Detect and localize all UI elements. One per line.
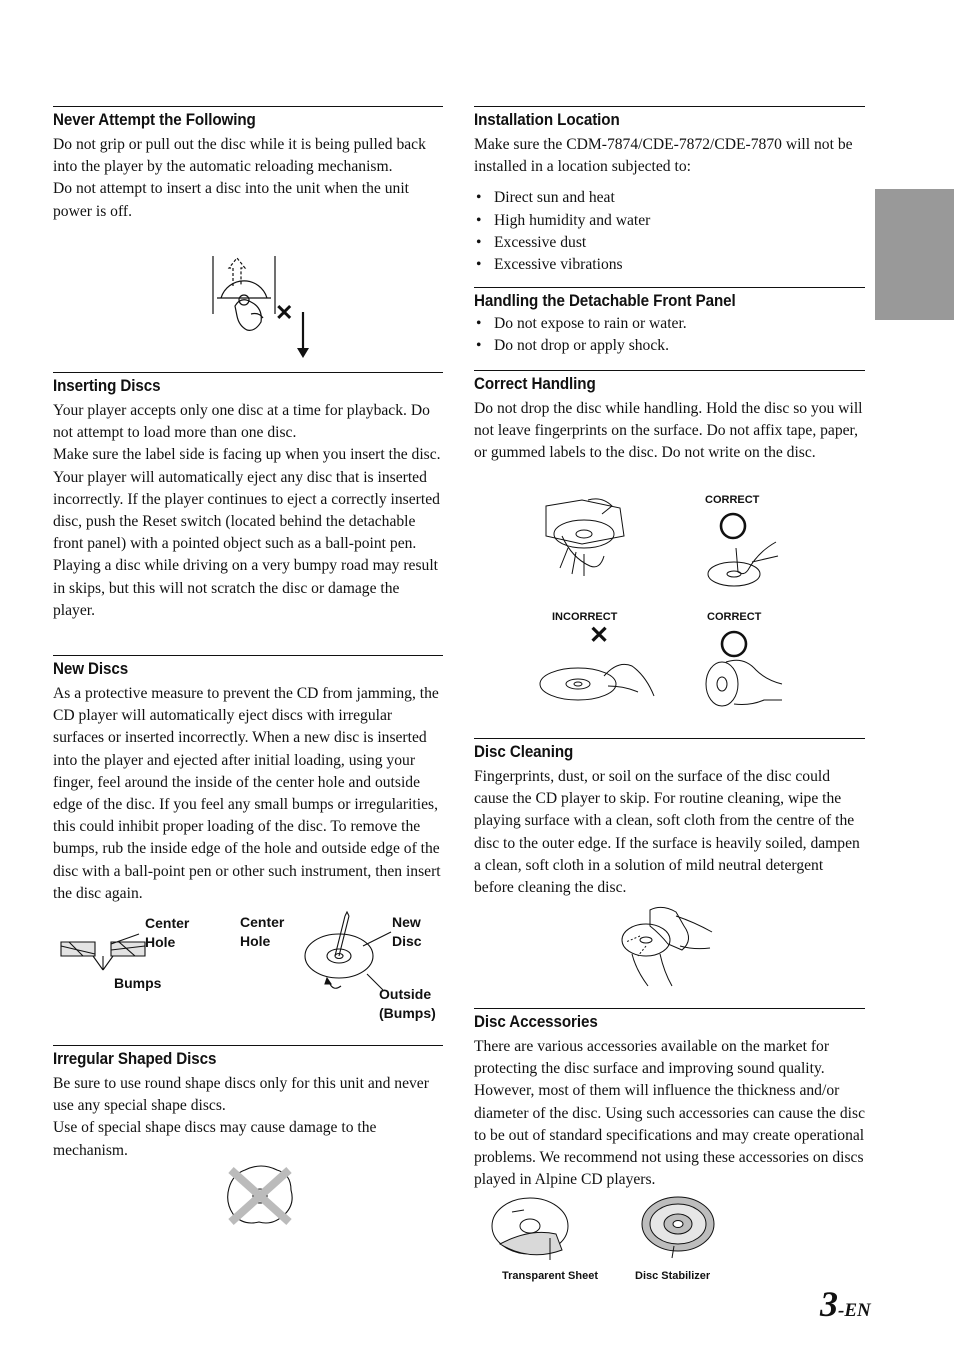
paragraph: Fingerprints, dust, or soil on the surface of the disc could cause the CD player to skip. For routine cleaning, wipe the playing surface with a clean, soft cloth from the centre of the disc to the outer edge. If the surface is heavily soiled, dampen a clean, soft cloth in a solution of mild neutral detergent before cleaning the disc. xyxy=(474,768,860,897)
incorrect-label: INCORRECT xyxy=(552,611,618,623)
section-title: Disc Accessories xyxy=(474,1013,598,1031)
incorrect-x-icon: ✕ xyxy=(275,300,294,325)
paragraph: Your player accepts only one disc at a time for playback. Do not attempt to load more than one disc. xyxy=(53,402,430,442)
paragraph: Be sure to use round shape discs only for this unit and never use any special shape discs. xyxy=(53,1075,429,1115)
list-item: • Excessive dust xyxy=(474,232,865,254)
section-new-discs xyxy=(53,655,443,905)
correct-circle-icon xyxy=(722,632,746,656)
list-item: • Do not drop or apply shock. xyxy=(474,335,865,357)
section-title: Inserting Discs xyxy=(53,377,161,395)
disc-stabilizer-label: Disc Stabilizer xyxy=(635,1270,711,1282)
finger-on-disc-illustration xyxy=(538,656,656,706)
paragraph: Use of special shape discs may cause damage to the mechanism. xyxy=(53,1119,377,1159)
bumps-label: Bumps xyxy=(114,975,162,991)
section-title: Correct Handling xyxy=(474,375,596,393)
center-hole-label: Center Hole xyxy=(145,915,190,950)
section-front-panel xyxy=(474,287,865,357)
bullet-list xyxy=(474,187,865,276)
new-disc-label: New Disc xyxy=(392,914,422,949)
disc-stabilizer-illustration xyxy=(640,1196,718,1258)
paragraph: As a protective measure to prevent the CD from jamming, the CD player will automatically eject discs with irregular surfaces or inserted incorrectly. When a new disc is inserted into the player and ejected after initial loading, using your finger, feel around the inside of the center hole and outside edge of the disc. If you feel any small bumps or irregularities, this could inhibit proper loading of the disc. To remove the bumps, rub the inside edge of the hole and outside edge of the disc with a ball-point pen or other such instrument, then insert the disc again. xyxy=(53,685,441,902)
outside-bumps-label: Outside (Bumps) xyxy=(379,986,436,1021)
section-inserting-discs xyxy=(53,372,443,622)
section-title: Installation Location xyxy=(474,111,620,129)
disc-in-case-illustration xyxy=(542,496,628,580)
paragraph: Make sure the CDM-7874/CDE-7872/CDE-7870 will not be installed in a location subjected to: xyxy=(474,136,853,176)
list-item: • Excessive vibrations xyxy=(474,254,865,276)
hold-disc-edge-illustration xyxy=(706,512,782,588)
list-item: • High humidity and water xyxy=(474,210,865,232)
section-correct-handling xyxy=(474,370,865,465)
bullet-list xyxy=(474,313,865,357)
correct-label: CORRECT xyxy=(707,611,762,623)
section-title: Handling the Detachable Front Panel xyxy=(474,292,736,310)
transparent-sheet-illustration xyxy=(490,1198,570,1260)
page-number-value: 3 xyxy=(820,1284,838,1324)
paragraph: Do not attempt to insert a disc into the unit when the unit power is off. xyxy=(53,180,409,220)
list-item: • Direct sun and heat xyxy=(474,187,865,209)
new-disc-pen-illustration xyxy=(301,912,391,998)
section-never-attempt xyxy=(53,106,443,223)
correct-circle-icon xyxy=(721,514,745,538)
paragraph: Playing a disc while driving on a very bumpy road may result in skips, but this will not scratch the disc or damage the player. xyxy=(53,557,439,619)
paragraph: Do not drop the disc while handling. Hold the disc so you will not leave fingerprints on the surface. Do not affix tape, paper, or gummed labels to the disc. Do not write on the disc. xyxy=(474,400,863,462)
section-title: New Discs xyxy=(53,660,129,678)
disc-cross-section-illustration xyxy=(59,920,149,980)
page-number-suffix: -EN xyxy=(838,1300,871,1321)
section-title: Irregular Shaped Discs xyxy=(53,1050,217,1068)
page-number xyxy=(820,1284,871,1331)
hold-disc-both-edges-illustration xyxy=(704,628,784,708)
correct-label: CORRECT xyxy=(705,494,760,506)
section-irregular-discs xyxy=(53,1045,443,1162)
list-item: • Do not expose to rain or water. xyxy=(474,313,865,335)
paragraph: Make sure the label side is facing up when you insert the disc. Your player will automatically eject any disc that is inserted incorrectly. If the player continues to eject a correctly inserted disc, push the Reset switch (located behind the detachable front panel) with a pointed object such as a ball-point pen. xyxy=(53,446,441,553)
paragraph: Do not grip or pull out the disc while it is being pulled back into the player by the automatic reloading mechanism. xyxy=(53,136,426,176)
incorrect-x-icon: ✕ xyxy=(589,622,610,649)
pull-disc-illustration xyxy=(211,256,311,360)
disc-cleaning-illustration xyxy=(620,906,716,988)
section-disc-accessories xyxy=(474,1008,865,1191)
section-disc-cleaning xyxy=(474,738,865,899)
section-installation-location xyxy=(474,106,865,276)
section-title: Never Attempt the Following xyxy=(53,111,256,129)
irregular-disc-illustration xyxy=(225,1164,297,1226)
section-title: Disc Cleaning xyxy=(474,743,574,761)
center-hole-label: Center Hole xyxy=(240,914,285,949)
transparent-sheet-label: Transparent Sheet xyxy=(502,1270,598,1282)
side-tab xyxy=(875,189,954,320)
paragraph: There are various accessories available on the market for protecting the disc surface and improving sound quality. However, most of them will influence the thickness and/or diameter of the disc. Using such accessories can cause the disc to be out of standard specifications and may create operational problems. We recommend not using these accessories on discs played in Alpine CD players. xyxy=(474,1038,866,1189)
